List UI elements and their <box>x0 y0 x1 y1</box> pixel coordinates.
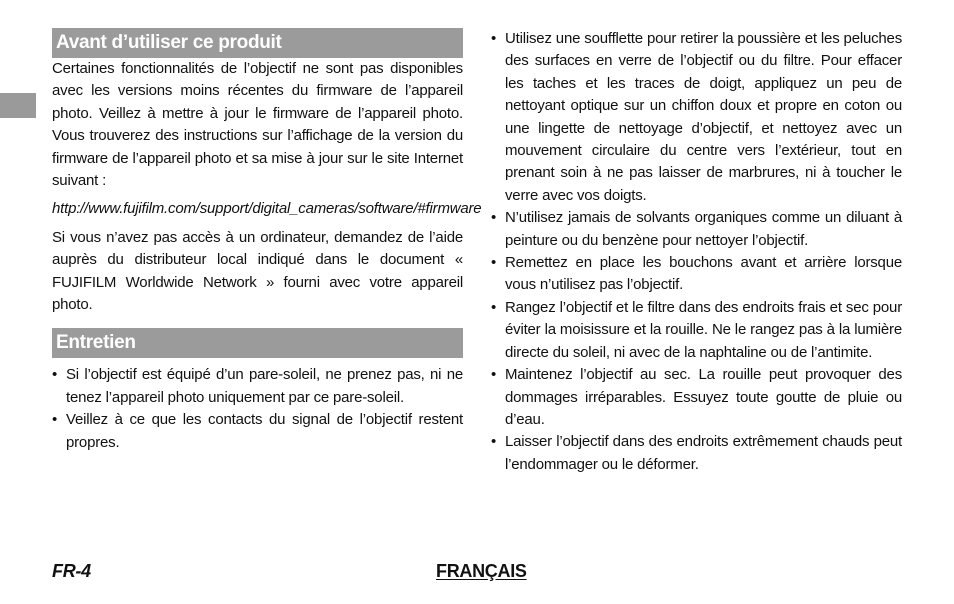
bullet-icon: • <box>491 254 497 272</box>
list-item-text: Remettez en place les bouchons avant et arrière lorsque vous n’utilisez pas l’objectif. <box>505 254 902 294</box>
left-column <box>52 28 482 454</box>
list-item-text: Maintenez l’objectif au sec. La rouille peut provoquer des dommages irréparables. Essuyez toute goutte de pluie ou d’eau. <box>505 366 902 428</box>
bullet-icon: • <box>491 298 497 316</box>
list-item <box>491 207 902 252</box>
list-item <box>491 431 902 476</box>
list-item-text: Laisser l’objectif dans des endroits extrêmement chauds peut l’endommager ou le déformer. <box>505 433 902 473</box>
bullet-icon: • <box>491 433 497 451</box>
list-item-text: Rangez l’objectif et le filtre dans des endroits frais et sec pour éviter la moisissure et la rouille. Ne le rangez pas à la lumière directe du soleil, ni avec de la naphtaline ou de l’antimite. <box>505 298 902 361</box>
firmware-url: http://www.fujifilm.com/support/digital_cameras/software/#firmware <box>52 200 482 218</box>
no-computer-paragraph: Si vous n’avez pas accès à un ordinateur, demandez de l’aide auprès du distributeur local indiqué dans le document « FUJIFILM Worldwide Network » fourni avec votre appareil photo. <box>52 228 463 314</box>
list-item <box>491 252 902 297</box>
list-item-text: Veillez à ce que les contacts du signal de l’objectif restent propres. <box>66 411 463 451</box>
maintenance-list-right <box>491 28 902 476</box>
bullet-icon: • <box>491 30 497 47</box>
list-item <box>491 364 902 431</box>
list-item-text: N’utilisez jamais de solvants organiques comme un diluant à peinture ou du benzène pour nettoyer l’objectif. <box>505 209 902 249</box>
bullet-icon: • <box>52 366 58 384</box>
list-item <box>491 297 902 364</box>
section-title-before-use: Avant d’utiliser ce produit <box>52 28 463 58</box>
bullet-icon: • <box>491 366 497 384</box>
intro-paragraph: Certaines fonctionnalités de l’objectif ne sont pas disponibles avec les versions moins récentes du firmware de l’appareil photo. Veillez à mettre à jour le firmware de l’appareil photo. Vous trouverez des instructions sur l’affichage de la version du firmware de l’appareil photo et sa mise à jour sur le site Internet suivant : <box>52 60 463 190</box>
bullet-icon: • <box>52 411 58 429</box>
language-label: FRANÇAIS <box>436 561 527 581</box>
maintenance-list-left <box>52 364 463 454</box>
right-column <box>491 28 902 476</box>
list-item <box>52 409 463 454</box>
list-item-text: Utilisez une soufflette pour retirer la poussière et les peluches des surfaces en verre de l’objectif ou du filtre. Pour effacer les taches et les traces de doigt, appliquez un peu de nettoyant optique sur un chiffon doux et propre en coton ou une lingette de nettoyage d’objectif, et nettoyez avec un mouvement circulaire du centre vers l’extérieur, tout en prenant soin à ne pas laisser de marbrures, ni à toucher le verre avec vos doigts. <box>505 30 902 204</box>
list-item-text: Si l’objectif est équipé d’un pare-soleil, ne prenez pas, ni ne tenez l’appareil photo uniquement par ce pare-soleil. <box>66 366 463 406</box>
section-title-maintenance: Entretien <box>52 328 463 358</box>
chapter-tab-marker <box>0 93 36 118</box>
page-number: FR-4 <box>52 561 91 581</box>
list-item <box>491 28 902 207</box>
list-item <box>52 364 463 409</box>
bullet-icon: • <box>491 209 497 227</box>
